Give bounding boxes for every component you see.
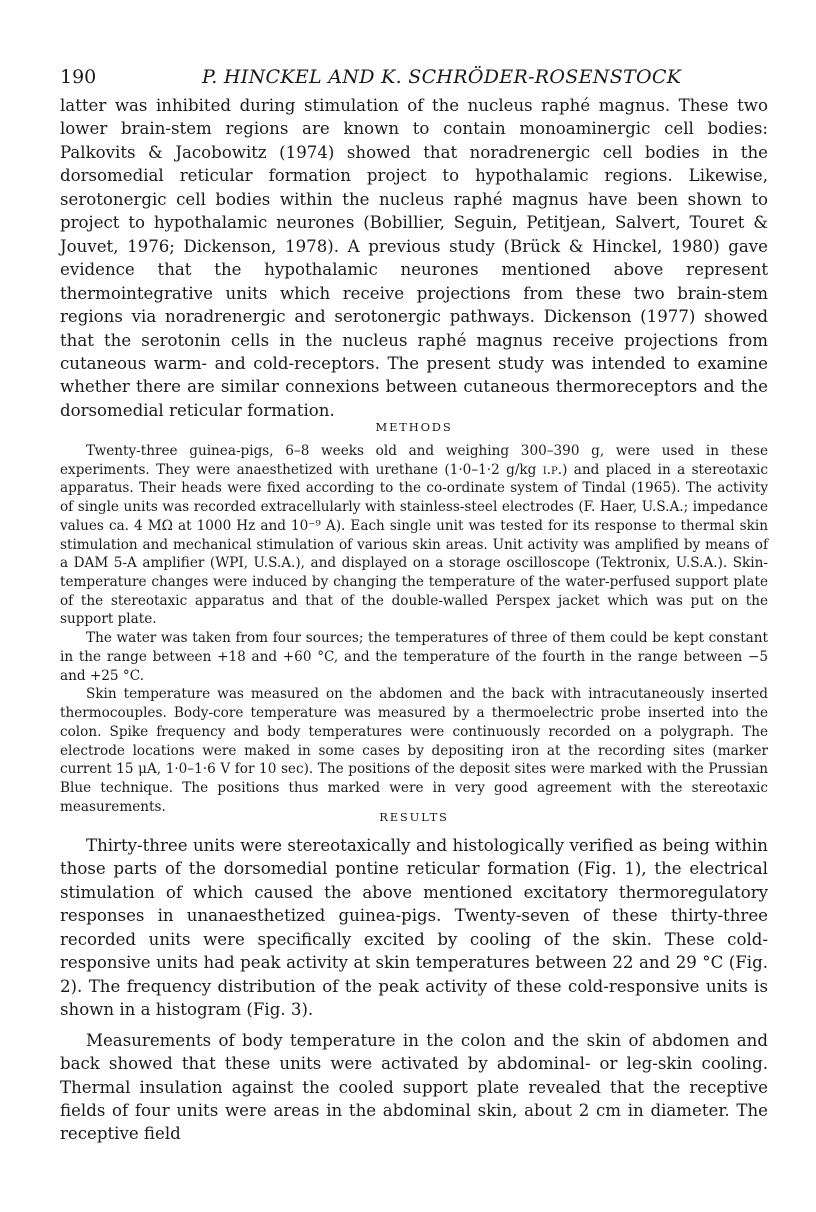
methods-heading: METHODS: [375, 420, 453, 434]
methods-p1-route: i.p.: [542, 461, 563, 478]
methods-paragraph-1: [60, 442, 768, 629]
intro-paragraph: latter was inhibited during stimulation of the nucleus raphé magnus. These two lower brain-stem regions are known to contain monoaminergic cell bodies: Palkovits & Jacobowitz (1974) showed that noradrenergic cell bodies in the dorsomedial reticular formation project to hypothalamic regions. Likewise, serotonergic cell bodies within the nucleus raphé magnus have been shown to project to hypothalamic neurones (Bobillier, Seguin, Petitjean, Salvert, Touret & Jouvet, 1976; Dickenson, 1978). A previous study (Brück & Hinckel, 1980) gave evidence that the hypothalamic neurones mentioned above represent thermointegrative units which receive projections from these two brain-stem regions via noradrenergic and serotonergic pathways. Dickenson (1977) showed that the serotonin cells in the nucleus raphé magnus receive projections from cutaneous warm- and cold-receptors. The present study was intended to examine whether there are similar connexions between cutaneous thermoreceptors and the dorsomedial reticular formation.: [60, 96, 768, 420]
results-paragraph-1: Thirty-three units were stereotaxically and histologically verified as being within those parts of the dorsomedial pontine reticular formation (Fig. 1), the electrical stimulation of which caused the above mentioned excitatory thermoregulatory responses in unanaesthetized guinea-pigs. Twenty-seven of these thirty-three recorded units were specifically excited by cooling of the skin. These cold-responsive units had peak activity at skin temperatures between 22 and 29 °C (Fig. 2). The frequency distribution of the peak activity of these cold-responsive units is shown in a histogram (Fig. 3).: [60, 836, 768, 1020]
page-header: [60, 66, 770, 94]
page-number: 190: [60, 66, 97, 88]
methods-p1-text-a: Twenty-three guinea-pigs, 6–8 weeks old and weighing 300–390 g, were used in these experiments. They were anaesthetized with urethane (1·0–1·2 g/kg: [60, 443, 768, 478]
results-heading: RESULTS: [379, 810, 449, 824]
methods-p1-text-b: ) and placed in a stereotaxic apparatus. Their heads were fixed according to the co-ordinate system of Tindal (1965). The activity of single units was recorded extracellularly with stainless-steel electrodes (F. Haer, U.S.A.; impedance values ca. 4 MΩ at 1000 Hz and 10⁻⁹ A). Each single unit was tested for its response to thermal skin stimulation and mechanical stimulation of various skin areas. Unit activity was amplified by means of a DAM 5-A amplifier (WPI, U.S.A.), and displayed on a storage oscilloscope (Tektronix, U.S.A.). Skin-temperature changes were induced by changing the temperature of the water-perfused support plate of the stereotaxic apparatus and that of the double-walled Perspex jacket which was put on the support plate.: [60, 461, 768, 628]
methods-section: [60, 442, 768, 816]
running-head: P. HINCKEL AND K. SCHRÖDER-ROSENSTOCK: [202, 66, 682, 88]
methods-paragraph-3: Skin temperature was measured on the abdomen and the back with intracutaneously inserted thermocouples. Body-core temperature was measured by a thermoelectric probe inserted into the colon. Spike frequency and body temperatures were continuously recorded on a polygraph. The electrode locations were maked in some cases by depositing iron at the recording sites (marker current 15 μA, 1·0–1·6 V for 10 sec). The positions of the deposit sites were marked with the Prussian Blue technique. The positions thus marked were in very good agreement with the stereotaxic measurements.: [60, 686, 768, 815]
results-section: [60, 834, 768, 1146]
intro-section: [60, 94, 768, 422]
results-paragraph-2: Measurements of body temperature in the colon and the skin of abdomen and back showed that these units were activated by abdominal- or leg-skin cooling. Thermal insulation against the cooled support plate revealed that the receptive fields of four units were areas in the abdominal skin, about 2 cm in diameter. The receptive field: [60, 1030, 768, 1144]
methods-paragraph-2: The water was taken from four sources; the temperatures of three of them could be kept constant in the range between +18 and +60 °C, and the temperature of the fourth in the range between −5 and +25 °C.: [60, 630, 768, 684]
